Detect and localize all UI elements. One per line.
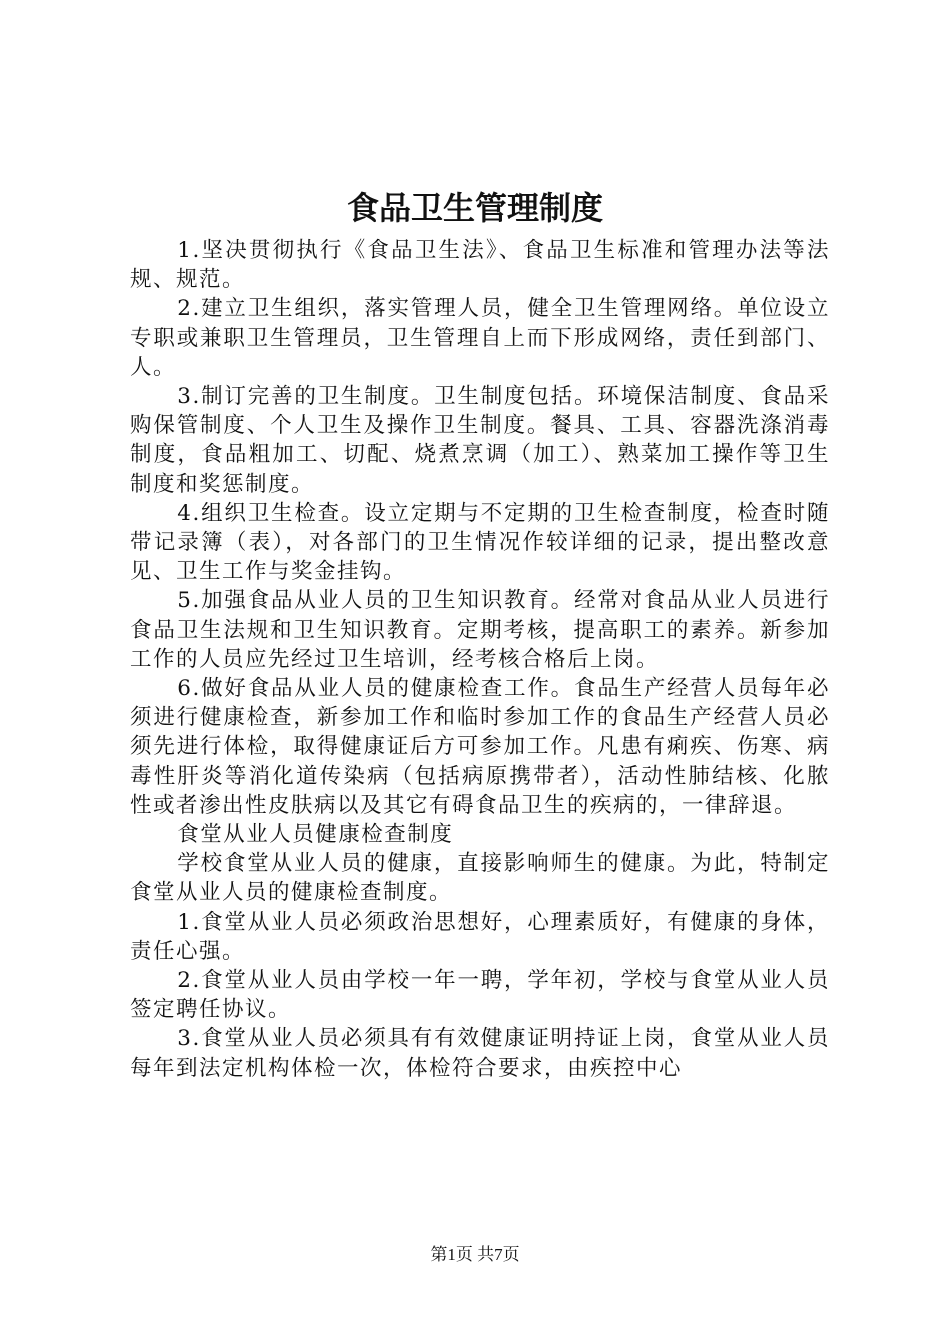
section-item-2: 2.食堂从业人员由学校一年一聘，学年初，学校与食堂从业人员签定聘任协议。	[130, 968, 830, 1023]
paragraph-4: 4.组织卫生检查。设立定期与不定期的卫生检查制度，检查时随带记录簿（表），对各部门的卫生情况作较详细的记录，提出整改意见、卫生工作与奖金挂钩。	[130, 500, 830, 585]
paragraph-6: 6.做好食品从业人员的健康检查工作。食品生产经营人员每年必须进行健康检查，新参加工作和临时参加工作的食品生产经营人员必须先进行体检，取得健康证后方可参加工作。凡患有痢疾、伤寒、病毒性肝炎等消化道传染病（包括病原携带者），活动性肺结核、化脓性或者渗出性皮肤病以及其它有碍食品卫生的疾病的，一律辞退。	[130, 676, 830, 818]
paragraph-3: 3.制订完善的卫生制度。卫生制度包括。环境保洁制度、食品采购保管制度、个人卫生及操作卫生制度。餐具、工具、容器洗涤消毒制度，食品粗加工、切配、烧煮烹调（加工）、熟菜加工操作等卫生制度和奖惩制度。	[130, 384, 830, 497]
section-item-1: 1.食堂从业人员必须政治思想好，心理素质好，有健康的身体，责任心强。	[130, 909, 830, 964]
page-number-footer: 第1页 共7页	[430, 1245, 520, 1264]
paragraph-2: 2.建立卫生组织，落实管理人员，健全卫生管理网络。单位设立专职或兼职卫生管理员，卫生管理自上而下形成网络，责任到部门、人。	[130, 296, 830, 380]
section-item-3: 3.食堂从业人员必须具有有效健康证明持证上岗，食堂从业人员每年到法定机构体检一次，体检符合要求，由疾控中心	[130, 1026, 830, 1081]
section-intro: 学校食堂从业人员的健康，直接影响师生的健康。为此，特制定食堂从业人员的健康检查制度。	[130, 851, 830, 906]
document-body	[130, 236, 830, 1083]
paragraph-5: 5.加强食品从业人员的卫生知识教育。经常对食品从业人员进行食品卫生法规和卫生知识教育。定期考核，提高职工的素养。新参加工作的人员应先经过卫生培训，经考核合格后上岗。	[130, 588, 830, 672]
document-title: 食品卫生管理制度	[346, 189, 603, 227]
section-heading: 食堂从业人员健康检查制度	[177, 822, 454, 848]
paragraph-1: 1.坚决贯彻执行《食品卫生法》、食品卫生标准和管理办法等法规、规范。	[130, 238, 830, 293]
